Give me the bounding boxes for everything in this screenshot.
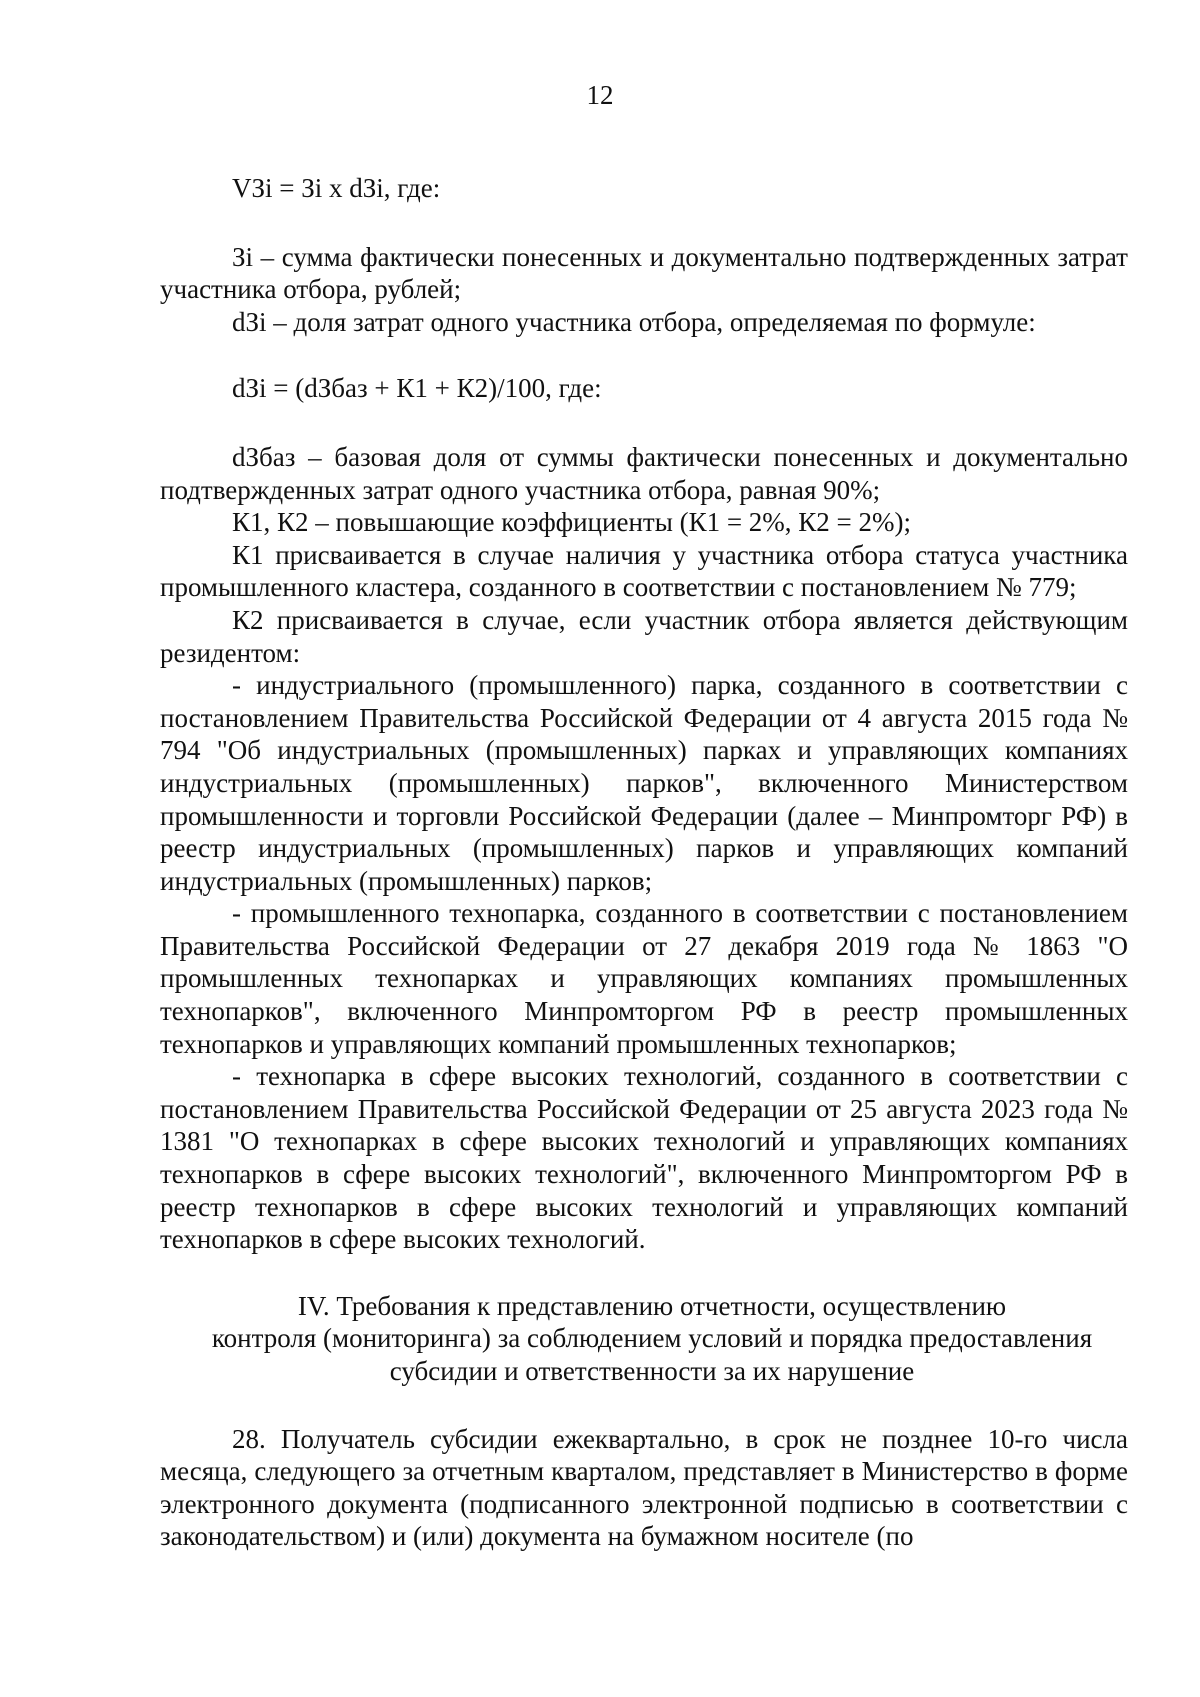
paragraph-k2-condition: К2 присваивается в случае, если участник отбора является действующим резидентом: [160, 604, 1128, 668]
section-heading [160, 1290, 1128, 1388]
section-heading-line-1: IV. Требования к представлению отчетности, осуществлению [297, 1290, 1007, 1321]
formula-dzi: dЗi = (dЗбаз + К1 + К2)/100, где: [232, 373, 602, 404]
document-body [160, 172, 1128, 1553]
formula-vzi: VЗi = Зi x dЗi, где: [232, 173, 441, 203]
paragraph-zi-definition: Зi – сумма фактически понесенных и документально подтвержденных затрат участника отбора, рублей; [160, 241, 1128, 305]
page-number: 12 [586, 80, 614, 110]
list-item-industrial-technopark: - промышленного технопарка, созданного в соответствии с постановлением Правительства Российской Федерации от 27 декабря 2019 года № 1863 "О промышленных технопарках и управляющих компаниях промышленных технопарков", включенного Минпромторгом РФ в реестр промышленных технопарков и управляющих компаний промышленных технопарков; [160, 898, 1128, 1059]
list-item-industrial-park: - индустриального (промышленного) парка, созданного в соответствии с постановлением Правительства Российской Федерации от 4 августа 2015 года № 794 "Об индустриальных (промышленных) парках и управляющих компаниях индустриальных (промышленных) парков", включенного Министерством промышленности и торговли Российской Федерации (далее – Минпромторг РФ) в реестр индустриальных (промышленных) парков и управляющих компаний индустриальных (промышленных) парков; [160, 670, 1128, 896]
paragraph-dzi-definition: dЗi – доля затрат одного участника отбора, определяемая по формуле: [232, 306, 1036, 337]
list-item-hightech-technopark: - технопарка в сфере высоких технологий, созданного в соответствии с постановлением Правительства Российской Федерации от 25 августа 2023 года № 1381 "О технопарках в сфере высоких технологий и управляющих компаниях технопарков в сфере высоких технологий", включенного Минпромторгом РФ в реестр технопарков в сфере высоких технологий и управляющих компаний технопарков в сфере высоких технологий. [160, 1061, 1128, 1255]
paragraph-28: 28. Получатель субсидии ежеквартально, в срок не позднее 10-го числа месяца, следующего за отчетным кварталом, представляет в Министерство в форме электронного документа (подписанного электронной подписью в соответствии с законодательством) и (или) документа на бумажном носителе (по [160, 1423, 1128, 1552]
paragraph-k1-condition: К1 присваивается в случае наличия у участника отбора статуса участника промышленного кластера, созданного в соответствии с постановлением № 779; [160, 539, 1128, 603]
paragraph-coefficients: К1, К2 – повышающие коэффициенты (К1 = 2%, К2 = 2%); [232, 507, 912, 538]
paragraph-dzbaz-definition: dЗбаз – базовая доля от суммы фактически понесенных и документально подтвержденных затрат одного участника отбора, равная 90%; [160, 441, 1128, 505]
section-heading-line-2: контроля (мониторинга) за соблюдением условий и порядка предоставления [211, 1323, 1093, 1354]
section-heading-line-3: субсидии и ответственности за их нарушение [389, 1356, 915, 1386]
